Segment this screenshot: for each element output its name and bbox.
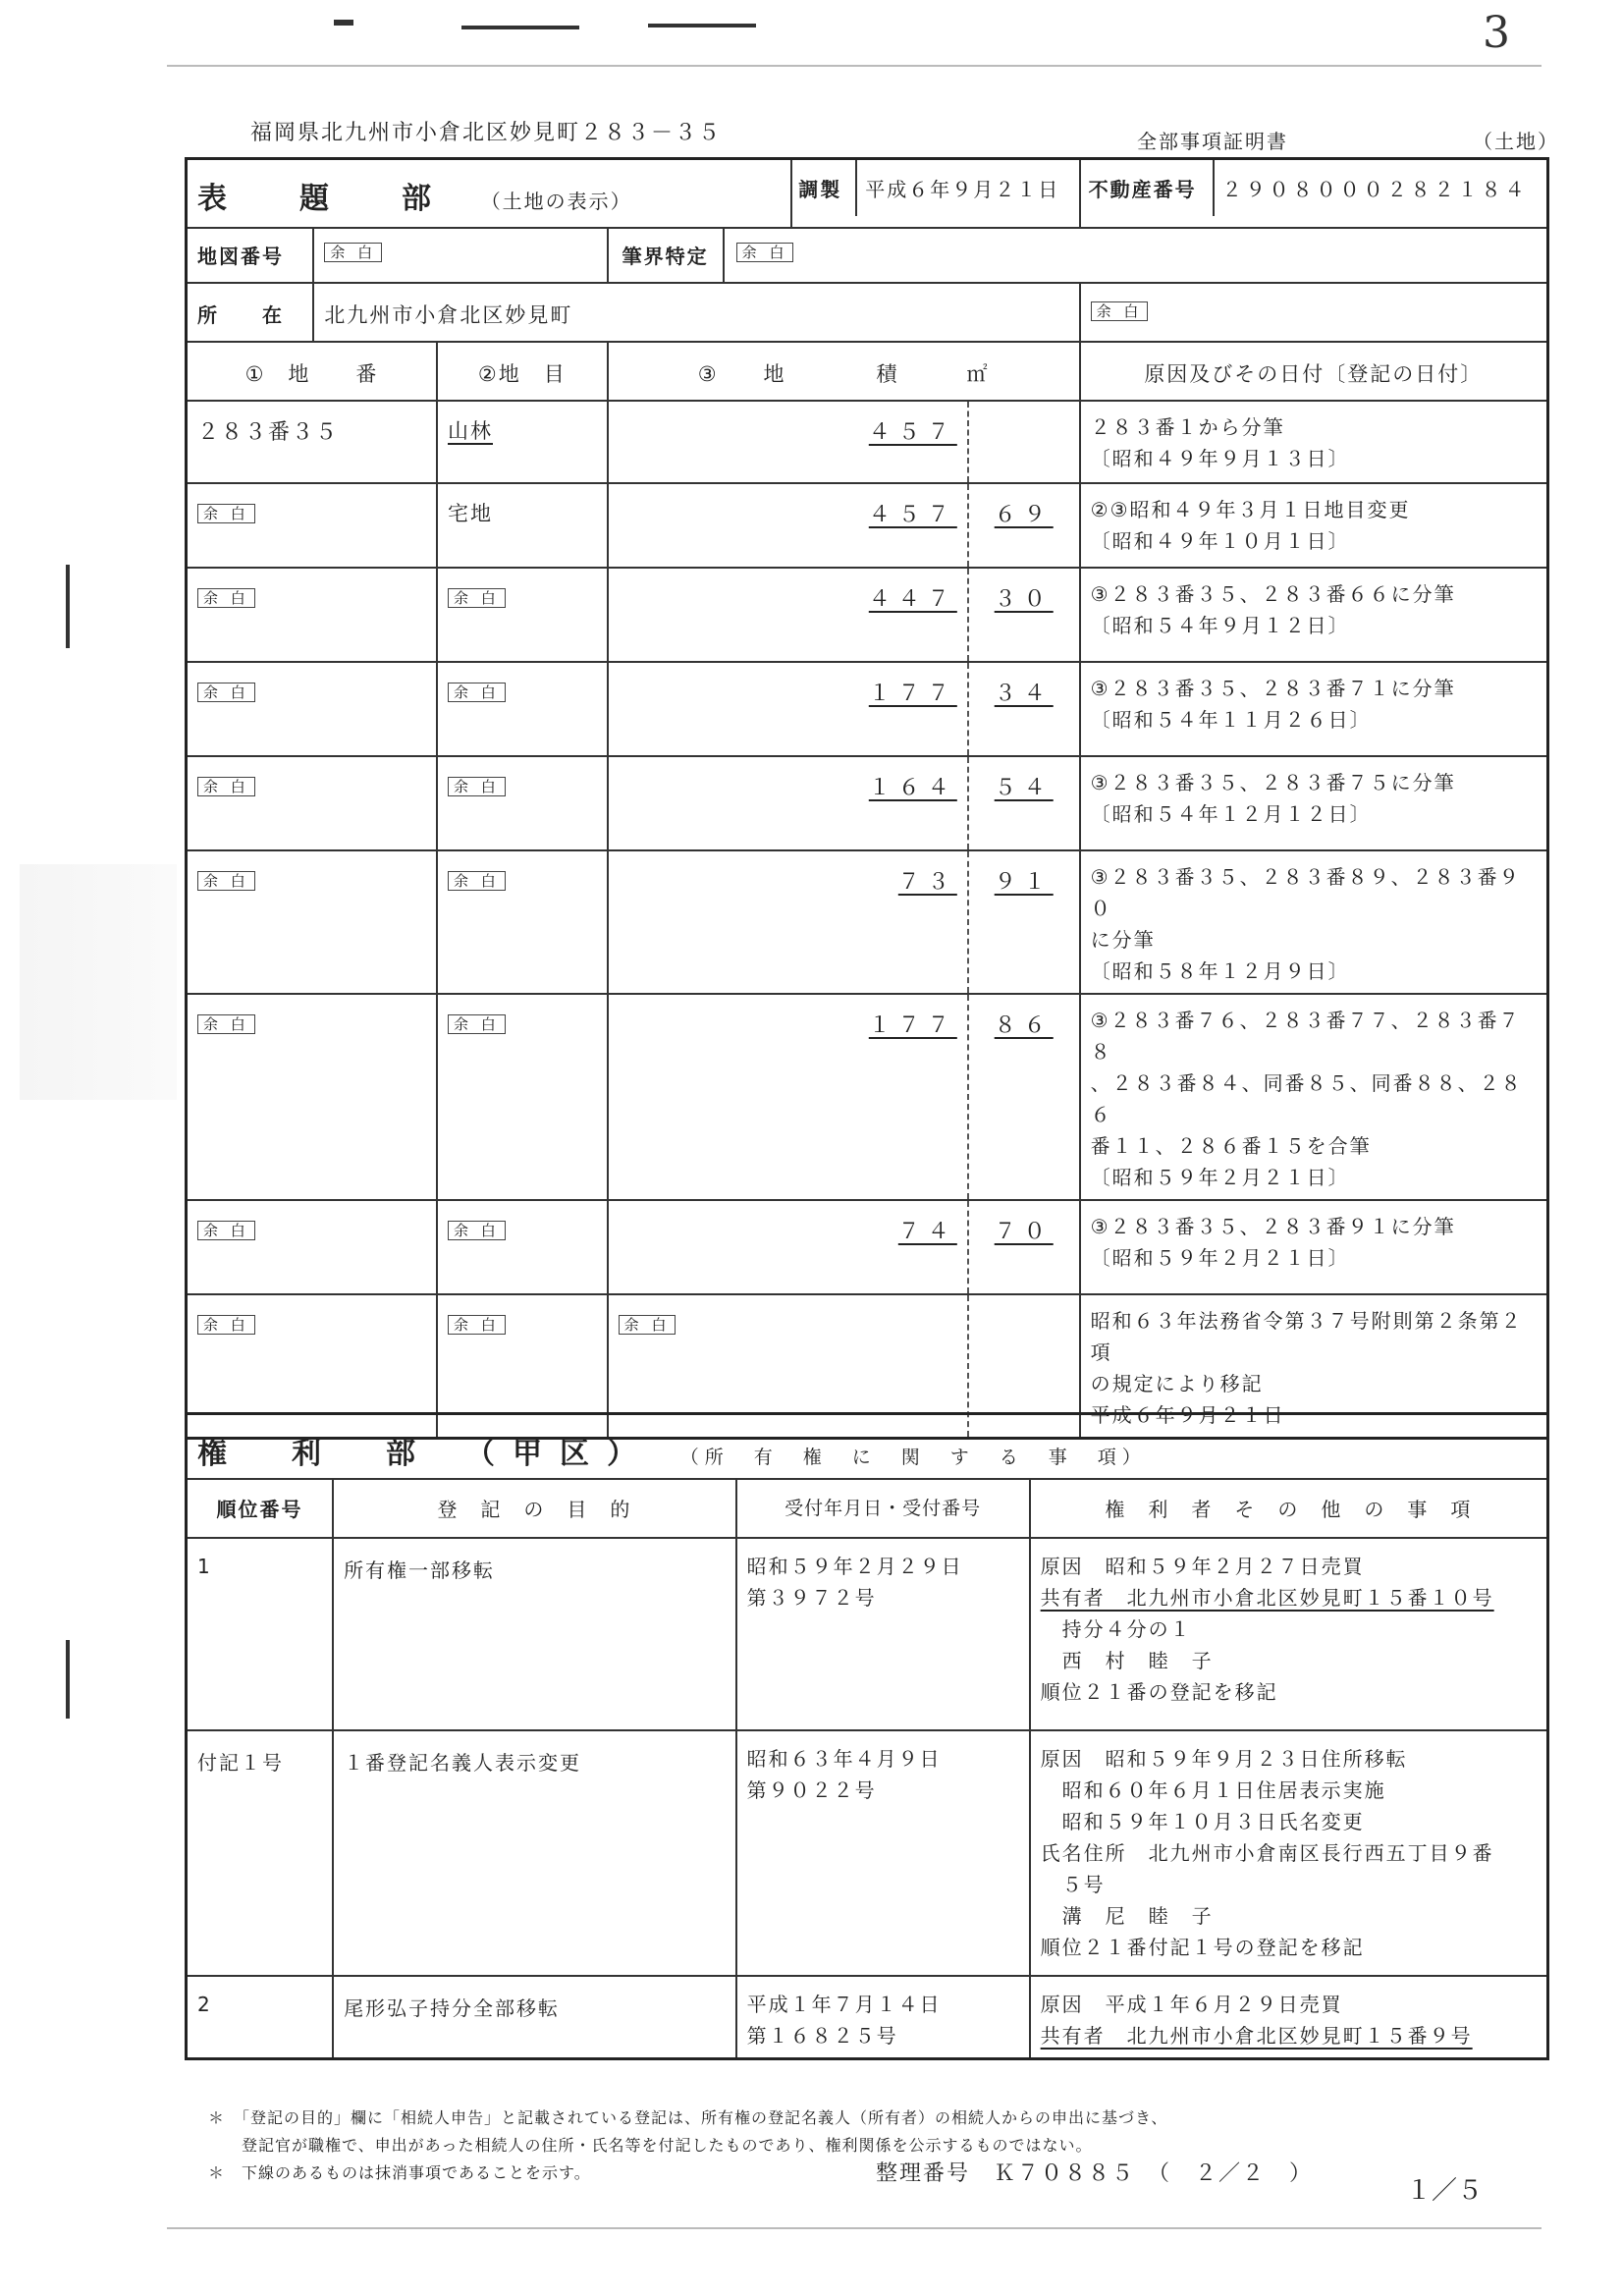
uketsuke-line: 昭和５９年２月２９日 — [746, 1555, 963, 1578]
hyodai-title: 表 題 部 — [197, 182, 453, 216]
jiko-line: 昭和６０年６月１日住居表示実施 — [1040, 1778, 1386, 1802]
hikkai-yohaku: 余 白 — [736, 243, 794, 262]
chosei-label: 調製 — [792, 160, 856, 216]
genin-line: ③２８３番３５、２８３番８９、２８３番９０ — [1090, 864, 1521, 920]
jiko-line: 氏名住所 北九州市小倉南区長行西五丁目９番 — [1040, 1841, 1494, 1865]
chiseki-decimal: ３０ — [994, 586, 1054, 612]
genin-line: 〔昭和５８年１２月９日〕 — [1090, 958, 1350, 983]
uketsuke-line: 昭和６３年４月９日 — [746, 1747, 942, 1771]
chimoku-yohaku: 余 白 — [448, 683, 506, 702]
genin-line: 〔昭和５９年２月２１日〕 — [1090, 1245, 1350, 1270]
mokuteki-value: 所有権一部移転 — [344, 1558, 496, 1582]
hyodai-row — [187, 850, 1548, 994]
uketsuke-line: 第３９７２号 — [746, 1586, 877, 1610]
chiseki-integer: ７４ — [897, 1219, 957, 1244]
mokuteki-value: 尾形弘子持分全部移転 — [344, 1996, 561, 2020]
kenri-rows — [187, 1538, 1548, 2059]
genin-line: 〔昭和５４年９月１２日〕 — [1090, 613, 1350, 637]
footer-note-1a: ＊ 「登記の目的」欄に「相続人申告」と記載されている登記は、所有権の登記名義人（所有者）の相続人からの申出に基づき、 — [208, 2108, 1168, 2127]
juni-value: 2 — [197, 1993, 212, 2016]
juni-value: 付記１号 — [197, 1751, 284, 1775]
chimoku-yohaku: 余 白 — [448, 871, 506, 891]
col-genin: 原因及びその日付〔登記の日付〕 — [1080, 342, 1548, 401]
genin-line: 〔昭和４９年９月１３日〕 — [1090, 446, 1350, 470]
genin-line: ２８３番１から分筆 — [1090, 414, 1285, 439]
chiseki-yohaku: 余 白 — [619, 1315, 676, 1335]
hyodai-rows — [187, 401, 1548, 1439]
address-header: 福岡県北九州市小倉北区妙見町２８３－３５ — [250, 121, 723, 145]
chiseki-decimal: ８６ — [994, 1012, 1054, 1038]
jiko-line: 順位２１番の登記を移記 — [1040, 1680, 1278, 1704]
jiko-line: 共有者 北九州市小倉北区妙見町１５番１０号 — [1040, 1586, 1494, 1610]
chimoku-yohaku: 余 白 — [448, 588, 506, 608]
chimoku-yohaku: 余 白 — [448, 777, 506, 796]
jiko-line: 原因 平成１年６月２９日売買 — [1040, 1993, 1343, 2016]
scan-left-mark — [66, 1640, 70, 1719]
jiko-line: 原因 昭和５９年２月２７日売買 — [1040, 1555, 1365, 1578]
chiseki-integer: １７７ — [868, 681, 957, 706]
chimoku-yohaku: 余 白 — [448, 1014, 506, 1034]
chosei-date: 平成６年９月２１日 — [865, 178, 1060, 201]
scan-bottom-line — [167, 2227, 1542, 2229]
chiban-yohaku: 余 白 — [197, 777, 255, 796]
hikkai-label: 筆界特定 — [609, 229, 724, 282]
uketsuke-line: 第９０２２号 — [746, 1778, 877, 1802]
hyodai-table — [185, 157, 1549, 1440]
jiko-line: 順位２１番付記１号の登記を移記 — [1040, 1936, 1365, 1959]
chiban-yohaku: 余 白 — [197, 588, 255, 608]
col-uketsuke: 受付年月日・受付番号 — [736, 1479, 1030, 1538]
uketsuke-line: 第１６８２５号 — [746, 2024, 898, 2048]
chiban-value: ２８３番３５ — [197, 419, 340, 445]
chiseki-integer: １７７ — [868, 1012, 957, 1038]
col-chiseki: ③ 地 積 ㎡ — [608, 342, 1080, 401]
hyodai-row — [187, 1200, 1548, 1294]
scan-top-marks — [295, 20, 785, 31]
col-kenrisha: 権 利 者 そ の 他 の 事 項 — [1030, 1479, 1548, 1538]
kenri-row — [187, 1976, 1548, 2059]
footer-note-1b: 登記官が職権で、申出があった相続人の住所・氏名等を付記したものであり、権利関係を公示するものではない。 — [208, 2136, 1093, 2155]
kenri-table — [185, 1412, 1549, 2060]
jiko-line: 昭和５９年１０月３日氏名変更 — [1040, 1810, 1365, 1833]
chiseki-integer: ４４７ — [868, 586, 957, 612]
genin-line: ②③昭和４９年３月１日地目変更 — [1090, 497, 1411, 521]
genin-line: に分筆 — [1090, 927, 1156, 952]
chimoku-value: 宅地 — [448, 501, 493, 525]
col-chiban: ① 地 番 — [187, 342, 438, 401]
hyodai-row — [187, 662, 1548, 756]
scan-left-mark — [66, 565, 70, 648]
chiseki-integer: ４５７ — [868, 419, 957, 445]
chimoku-yohaku: 余 白 — [448, 1315, 506, 1335]
seiri-number: 整理番号 Ｋ７０８８５ （ ２／２ ） — [876, 2161, 1314, 2186]
document-type: 全部事項証明書 — [1137, 130, 1288, 153]
chiseki-integer: ４５７ — [868, 502, 957, 527]
juni-value: 1 — [197, 1555, 212, 1578]
genin-line: 〔昭和５４年１１月２６日〕 — [1090, 707, 1372, 732]
chimoku-yohaku: 余 白 — [448, 1221, 506, 1240]
fudosan-number: ２９０８０００２８２１８４ — [1221, 178, 1529, 201]
genin-line: 昭和６３年法務省令第３７号附則第２条第２項 — [1090, 1308, 1523, 1364]
shozai-value: 北九州市小倉北区妙見町 — [313, 283, 1079, 342]
hyodai-row — [187, 756, 1548, 850]
handwritten-page-number: 3 — [1483, 8, 1510, 58]
genin-line: ③２８３番７６、２８３番７７、２８３番７８ — [1090, 1008, 1521, 1064]
genin-line: ③２８３番３５、２８３番９１に分筆 — [1090, 1214, 1456, 1238]
jiko-line: 西 村 睦 子 — [1040, 1649, 1214, 1672]
genin-line: ③２８３番３５、２８３番７１に分筆 — [1090, 676, 1456, 700]
col-juni: 順位番号 — [187, 1479, 334, 1538]
hyodai-row — [187, 483, 1548, 568]
chiban-yohaku: 余 白 — [197, 504, 255, 523]
chiseki-decimal: ７０ — [994, 1219, 1054, 1244]
mokuteki-value: １番登記名義人表示変更 — [344, 1751, 582, 1775]
scan-top-line — [167, 65, 1542, 67]
jiko-line: 原因 昭和５９年９月２３日住所移転 — [1040, 1747, 1408, 1771]
document-kind: （土地） — [1473, 130, 1559, 153]
genin-line: ③２８３番３５、２８３番７５に分筆 — [1090, 770, 1456, 794]
jiko-line: 持分４分の１ — [1040, 1617, 1192, 1641]
chiseki-decimal: ５４ — [994, 775, 1054, 800]
col-mokuteki: 登 記 の 目 的 — [333, 1479, 736, 1538]
page-number: １／５ — [1406, 2176, 1484, 2206]
chiban-yohaku: 余 白 — [197, 1221, 255, 1240]
chiseki-decimal: ９１ — [994, 869, 1054, 895]
genin-line: ③２８３番３５、２８３番６６に分筆 — [1090, 581, 1456, 606]
chiseki-integer: １６４ — [868, 775, 957, 800]
chiban-yohaku: 余 白 — [197, 1014, 255, 1034]
shozai-yohaku: 余 白 — [1091, 301, 1149, 321]
scan-gray-smudge — [20, 864, 177, 1100]
genin-line: の規定により移記 — [1090, 1371, 1264, 1395]
footer-note-2: ＊ 下線のあるものは抹消事項であることを示す。 — [208, 2163, 591, 2182]
jiko-line: 共有者 北九州市小倉北区妙見町１５番９号 — [1040, 2024, 1473, 2048]
kenri-row — [187, 1730, 1548, 1976]
chiseki-decimal: ３４ — [994, 681, 1054, 706]
hyodai-subtitle: （土地の表示） — [480, 190, 632, 213]
hyodai-row — [187, 994, 1548, 1200]
jiko-line: 溝 尼 睦 子 — [1040, 1904, 1214, 1928]
chiseki-integer: ７３ — [897, 869, 957, 895]
chiban-yohaku: 余 白 — [197, 683, 255, 702]
chizu-label: 地図番号 — [187, 228, 314, 283]
chiban-yohaku: 余 白 — [197, 871, 255, 891]
genin-line: 、２８３番８４、同番８５、同番８８、２８６ — [1090, 1070, 1523, 1126]
col-chimoku: ②地 目 — [437, 342, 608, 401]
genin-line: 〔昭和５９年２月２１日〕 — [1090, 1165, 1350, 1189]
fudosan-label: 不動産番号 — [1081, 160, 1214, 216]
hyodai-row — [187, 568, 1548, 662]
genin-line: 〔昭和４９年１０月１日〕 — [1090, 528, 1350, 553]
genin-line: 平成６年９月２１日 — [1090, 1402, 1285, 1427]
kenri-row — [187, 1538, 1548, 1730]
hyodai-row — [187, 401, 1548, 483]
kenri-subtitle: （所 有 権 に 関 す る 事 項） — [679, 1447, 1147, 1468]
shozai-label: 所 在 — [187, 283, 314, 342]
genin-line: 〔昭和５４年１２月１２日〕 — [1090, 801, 1372, 826]
uketsuke-line: 平成１年７月１４日 — [746, 1993, 942, 2016]
jiko-line: ５号 — [1040, 1873, 1106, 1896]
chimoku-value: 山林 — [448, 418, 493, 443]
kenri-title: 権 利 部 （甲区） — [197, 1437, 654, 1471]
chizu-yohaku: 余 白 — [324, 243, 382, 262]
chiban-yohaku: 余 白 — [197, 1315, 255, 1335]
chiseki-decimal: ６９ — [994, 502, 1054, 527]
genin-line: 番１１、２８６番１５を合筆 — [1090, 1133, 1372, 1158]
